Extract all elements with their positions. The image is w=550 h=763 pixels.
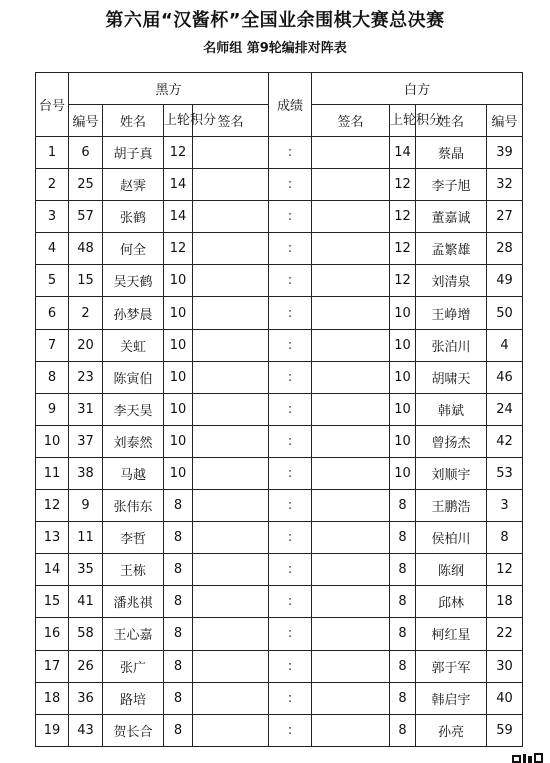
black-signature-cell (193, 490, 269, 522)
result-cell: : (269, 714, 312, 746)
white-score-cell: 8 (390, 490, 416, 522)
table-row (36, 682, 523, 714)
white-number-cell: 27 (487, 201, 523, 233)
black-number-cell: 11 (69, 522, 103, 554)
table-row (36, 490, 523, 522)
result-cell: : (269, 297, 312, 329)
table-no-cell: 2 (36, 169, 69, 201)
black-signature-cell (193, 586, 269, 618)
white-number-cell: 40 (487, 682, 523, 714)
black-score-cell: 10 (164, 457, 193, 489)
white-signature-cell (312, 554, 390, 586)
white-signature-cell (312, 650, 390, 682)
result-cell: : (269, 201, 312, 233)
black-signature-cell (193, 137, 269, 169)
black-name-cell: 胡子真 (103, 137, 164, 169)
black-signature-cell (193, 265, 269, 297)
black-signature-cell (193, 522, 269, 554)
white-signature-cell (312, 618, 390, 650)
header-white-number: 编号 (487, 105, 523, 137)
black-signature-cell (193, 329, 269, 361)
white-number-cell: 46 (487, 361, 523, 393)
table-row (36, 233, 523, 265)
black-score-cell: 12 (164, 233, 193, 265)
black-number-cell: 37 (69, 425, 103, 457)
black-number-cell: 38 (69, 457, 103, 489)
white-name-cell: 张泊川 (416, 329, 487, 361)
header-white: 白方 (312, 73, 523, 105)
table-row (36, 586, 523, 618)
black-name-cell: 潘兆祺 (103, 586, 164, 618)
black-number-cell: 36 (69, 682, 103, 714)
white-name-cell: 韩斌 (416, 393, 487, 425)
result-cell: : (269, 554, 312, 586)
white-signature-cell (312, 137, 390, 169)
result-cell: : (269, 650, 312, 682)
white-signature-cell (312, 201, 390, 233)
table-row (36, 522, 523, 554)
white-number-cell: 49 (487, 265, 523, 297)
black-score-cell: 10 (164, 329, 193, 361)
white-number-cell: 22 (487, 618, 523, 650)
black-name-cell: 吴天鹤 (103, 265, 164, 297)
black-score-cell: 14 (164, 201, 193, 233)
white-signature-cell (312, 714, 390, 746)
black-name-cell: 何全 (103, 233, 164, 265)
white-signature-cell (312, 393, 390, 425)
table-row (36, 618, 523, 650)
white-score-cell: 12 (390, 265, 416, 297)
table-row (36, 425, 523, 457)
white-name-cell: 蔡晶 (416, 137, 487, 169)
black-signature-cell (193, 554, 269, 586)
white-score-cell: 8 (390, 554, 416, 586)
white-number-cell: 32 (487, 169, 523, 201)
result-cell: : (269, 490, 312, 522)
table-no-cell: 6 (36, 297, 69, 329)
black-name-cell: 李哲 (103, 522, 164, 554)
black-signature-cell (193, 618, 269, 650)
black-number-cell: 43 (69, 714, 103, 746)
result-cell: : (269, 682, 312, 714)
table-no-cell: 12 (36, 490, 69, 522)
qr-code-fragment (512, 752, 544, 763)
white-name-cell: 韩启宇 (416, 682, 487, 714)
table-row (36, 457, 523, 489)
table-row (36, 393, 523, 425)
white-name-cell: 刘清泉 (416, 265, 487, 297)
white-score-cell: 12 (390, 233, 416, 265)
white-score-cell: 8 (390, 522, 416, 554)
table-row (36, 201, 523, 233)
black-name-cell: 王心嘉 (103, 618, 164, 650)
white-name-cell: 郭于军 (416, 650, 487, 682)
document-title: 第六届“汉酱杯”全国业余围棋大赛总决赛 (105, 10, 445, 31)
table-no-cell: 4 (36, 233, 69, 265)
black-score-cell: 8 (164, 682, 193, 714)
white-number-cell: 28 (487, 233, 523, 265)
black-signature-cell (193, 714, 269, 746)
black-name-cell: 张伟东 (103, 490, 164, 522)
white-name-cell: 王鹏浩 (416, 490, 487, 522)
black-name-cell: 马越 (103, 457, 164, 489)
white-number-cell: 24 (487, 393, 523, 425)
white-signature-cell (312, 490, 390, 522)
white-number-cell: 30 (487, 650, 523, 682)
white-score-cell: 12 (390, 169, 416, 201)
white-signature-cell (312, 265, 390, 297)
black-name-cell: 路培 (103, 682, 164, 714)
result-cell: : (269, 329, 312, 361)
table-row (36, 297, 523, 329)
black-name-cell: 张广 (103, 650, 164, 682)
header-black-name: 姓名 (103, 105, 164, 137)
header-result: 成绩 (269, 73, 312, 137)
white-signature-cell (312, 297, 390, 329)
black-signature-cell (193, 169, 269, 201)
table-no-cell: 14 (36, 554, 69, 586)
black-name-cell: 李天昊 (103, 393, 164, 425)
black-score-cell: 10 (164, 265, 193, 297)
header-black-number: 编号 (69, 105, 103, 137)
white-score-cell: 12 (390, 201, 416, 233)
table-no-cell: 10 (36, 425, 69, 457)
white-number-cell: 3 (487, 490, 523, 522)
white-signature-cell (312, 457, 390, 489)
header-white-name: 姓名 (416, 105, 487, 137)
table-no-cell: 5 (36, 265, 69, 297)
black-number-cell: 41 (69, 586, 103, 618)
header-white-signature: 签名 (312, 105, 390, 137)
white-number-cell: 59 (487, 714, 523, 746)
result-cell: : (269, 586, 312, 618)
header-black-prev-score: 上轮积分 (164, 105, 193, 137)
black-number-cell: 26 (69, 650, 103, 682)
white-score-cell: 8 (390, 682, 416, 714)
table-row (36, 714, 523, 746)
result-cell: : (269, 425, 312, 457)
black-score-cell: 8 (164, 554, 193, 586)
white-name-cell: 曾扬杰 (416, 425, 487, 457)
white-name-cell: 胡啸天 (416, 361, 487, 393)
table-no-cell: 9 (36, 393, 69, 425)
result-cell: : (269, 137, 312, 169)
black-signature-cell (193, 393, 269, 425)
black-number-cell: 15 (69, 265, 103, 297)
black-signature-cell (193, 457, 269, 489)
white-signature-cell (312, 522, 390, 554)
black-name-cell: 关虹 (103, 329, 164, 361)
table-row (36, 137, 523, 169)
white-score-cell: 8 (390, 618, 416, 650)
white-score-cell: 10 (390, 297, 416, 329)
table-row (36, 361, 523, 393)
white-name-cell: 邱林 (416, 586, 487, 618)
result-cell: : (269, 361, 312, 393)
black-name-cell: 贺长合 (103, 714, 164, 746)
document-subtitle: 名师组 第9轮编排对阵表 (203, 41, 347, 56)
white-number-cell: 18 (487, 586, 523, 618)
black-name-cell: 孙梦晨 (103, 297, 164, 329)
black-score-cell: 8 (164, 650, 193, 682)
white-name-cell: 柯红星 (416, 618, 487, 650)
black-score-cell: 10 (164, 361, 193, 393)
table-no-cell: 8 (36, 361, 69, 393)
white-signature-cell (312, 329, 390, 361)
black-signature-cell (193, 682, 269, 714)
white-name-cell: 侯柏川 (416, 522, 487, 554)
black-number-cell: 6 (69, 137, 103, 169)
black-number-cell: 58 (69, 618, 103, 650)
header-black: 黑方 (69, 73, 269, 105)
table-no-cell: 7 (36, 329, 69, 361)
table-row (36, 650, 523, 682)
black-signature-cell (193, 425, 269, 457)
white-number-cell: 4 (487, 329, 523, 361)
black-number-cell: 23 (69, 361, 103, 393)
black-score-cell: 8 (164, 522, 193, 554)
white-number-cell: 39 (487, 137, 523, 169)
black-signature-cell (193, 297, 269, 329)
white-signature-cell (312, 361, 390, 393)
white-name-cell: 刘顺宇 (416, 457, 487, 489)
black-name-cell: 王栋 (103, 554, 164, 586)
table-row (36, 265, 523, 297)
white-score-cell: 10 (390, 393, 416, 425)
black-score-cell: 12 (164, 137, 193, 169)
result-cell: : (269, 233, 312, 265)
black-signature-cell (193, 233, 269, 265)
header-black-signature: 签名 (193, 105, 269, 137)
black-number-cell: 20 (69, 329, 103, 361)
white-name-cell: 陈纲 (416, 554, 487, 586)
black-name-cell: 陈寅伯 (103, 361, 164, 393)
white-score-cell: 8 (390, 714, 416, 746)
black-number-cell: 9 (69, 490, 103, 522)
white-signature-cell (312, 682, 390, 714)
black-name-cell: 刘泰然 (103, 425, 164, 457)
black-number-cell: 31 (69, 393, 103, 425)
pairing-rows (36, 137, 523, 747)
white-number-cell: 53 (487, 457, 523, 489)
black-score-cell: 8 (164, 618, 193, 650)
result-cell: : (269, 393, 312, 425)
black-signature-cell (193, 201, 269, 233)
result-cell: : (269, 522, 312, 554)
white-score-cell: 10 (390, 425, 416, 457)
black-score-cell: 8 (164, 490, 193, 522)
table-no-cell: 19 (36, 714, 69, 746)
black-name-cell: 张鹤 (103, 201, 164, 233)
black-signature-cell (193, 361, 269, 393)
black-number-cell: 2 (69, 297, 103, 329)
table-row (36, 554, 523, 586)
result-cell: : (269, 265, 312, 297)
black-score-cell: 14 (164, 169, 193, 201)
table-no-cell: 3 (36, 201, 69, 233)
white-signature-cell (312, 425, 390, 457)
black-signature-cell (193, 650, 269, 682)
header-table-no: 台号 (36, 73, 69, 137)
white-name-cell: 董嘉诚 (416, 201, 487, 233)
white-score-cell: 8 (390, 650, 416, 682)
white-signature-cell (312, 233, 390, 265)
white-number-cell: 42 (487, 425, 523, 457)
white-score-cell: 10 (390, 457, 416, 489)
white-number-cell: 50 (487, 297, 523, 329)
white-number-cell: 8 (487, 522, 523, 554)
white-signature-cell (312, 586, 390, 618)
white-name-cell: 孟繁雄 (416, 233, 487, 265)
black-score-cell: 10 (164, 393, 193, 425)
white-name-cell: 孙亮 (416, 714, 487, 746)
black-number-cell: 48 (69, 233, 103, 265)
white-name-cell: 王峥增 (416, 297, 487, 329)
white-score-cell: 8 (390, 586, 416, 618)
table-no-cell: 1 (36, 137, 69, 169)
black-score-cell: 10 (164, 425, 193, 457)
table-no-cell: 13 (36, 522, 69, 554)
black-score-cell: 8 (164, 586, 193, 618)
header-white-prev-score: 上轮积分 (390, 105, 416, 137)
black-score-cell: 8 (164, 714, 193, 746)
table-no-cell: 16 (36, 618, 69, 650)
white-score-cell: 10 (390, 361, 416, 393)
result-cell: : (269, 618, 312, 650)
black-number-cell: 35 (69, 554, 103, 586)
pairing-table (35, 72, 523, 747)
result-cell: : (269, 457, 312, 489)
table-no-cell: 11 (36, 457, 69, 489)
black-number-cell: 57 (69, 201, 103, 233)
table-row (36, 329, 523, 361)
table-row (36, 169, 523, 201)
table-no-cell: 15 (36, 586, 69, 618)
white-number-cell: 12 (487, 554, 523, 586)
white-score-cell: 10 (390, 329, 416, 361)
result-cell: : (269, 169, 312, 201)
table-no-cell: 17 (36, 650, 69, 682)
table-no-cell: 18 (36, 682, 69, 714)
white-name-cell: 李子旭 (416, 169, 487, 201)
white-score-cell: 14 (390, 137, 416, 169)
black-name-cell: 赵霁 (103, 169, 164, 201)
black-number-cell: 25 (69, 169, 103, 201)
header-row-top (36, 73, 523, 105)
white-signature-cell (312, 169, 390, 201)
black-score-cell: 10 (164, 297, 193, 329)
